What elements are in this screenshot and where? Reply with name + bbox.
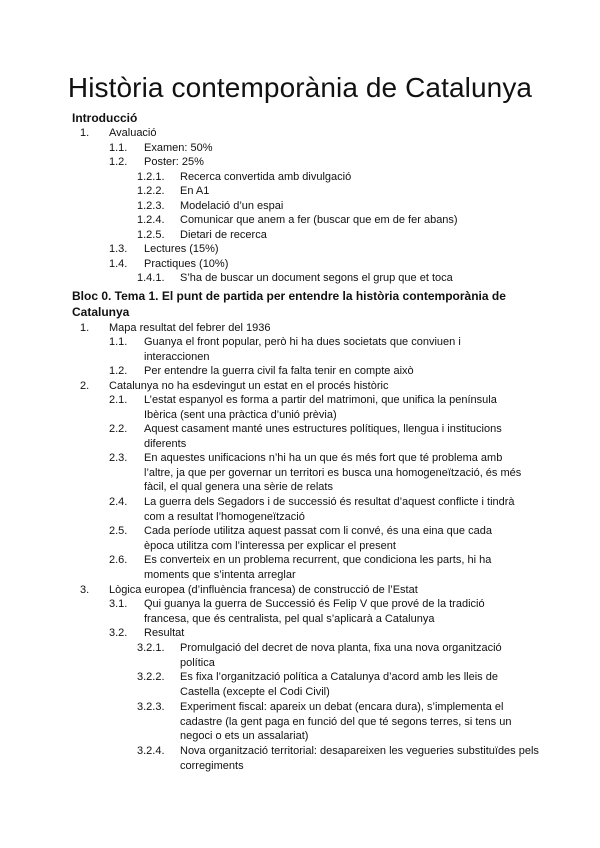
list-number: 1.2.: [109, 365, 128, 377]
list-number: 2.5.: [109, 525, 128, 537]
list-text: Es fixa l’organització política a Catalunya d’acord amb les lleis de Castella (excepte el Codi Civil): [180, 671, 498, 698]
list-text: En aquestes unificacions n’hi ha un que és més fort que té problema amb l’altre, ja que per governar un territori es busca una homogeneïtzació, és més fàcil, el qual genera una sèrie de relats: [144, 452, 522, 493]
list-number: 3.1.: [109, 598, 128, 610]
list-number: 1.2.4.: [137, 214, 165, 226]
list-text: En A1: [180, 185, 210, 197]
list-text: Comunicar que anem a fer (buscar que em de fer abans): [180, 214, 458, 226]
list-number: 2.3.: [109, 452, 128, 464]
list-text: Promulgació del decret de nova planta, fixa una nova organització política: [180, 642, 502, 669]
list-text: Experiment fiscal: apareix un debat (encara dura), s’implementa el cadastre (la gent paga en funció del que té segons terres, si tens un negoci o ets un assalariat): [180, 701, 512, 742]
list-text: Qui guanya la guerra de Successió és Felip V que prové de la tradició francesa, que és centralista, pel qual s’aplicarà a Catalunya: [144, 598, 485, 625]
list-text: Aquest casament manté unes estructures polítiques, llengua i institucions diferents: [144, 423, 502, 450]
list-text: Guanya el front popular, però hi ha dues societats que conviuen i interaccionen: [144, 336, 461, 363]
list-text: Avaluació: [109, 127, 157, 139]
list-number: 3.: [80, 584, 90, 596]
page-title: Història contemporània de Catalunya: [67, 72, 533, 103]
section-heading-line: Bloc 0. Tema 1. El punt de partida per entendre la història contemporània de: [72, 289, 506, 303]
list-number: 2.2.: [109, 423, 128, 435]
list-number: 3.2.3.: [137, 701, 165, 713]
list-text: Examen: 50%: [144, 142, 213, 154]
list-text: La guerra dels Segadors i de successió és resultat d’aquest conflicte i tindrà com a resultat l’homogeneïtzació: [144, 496, 515, 523]
list-number: 1.2.3.: [137, 200, 165, 212]
list-number: 2.1.: [109, 394, 128, 406]
list-number: 3.2.2.: [137, 671, 165, 683]
list-number: 1.: [80, 127, 90, 139]
list-text: Es converteix en un problema recurrent, que condiciona les parts, hi ha moments que s’intenta arreglar: [144, 554, 492, 581]
list-number: 1.3.: [109, 243, 128, 255]
list-number: 1.1.: [109, 142, 128, 154]
list-text: Catalunya no ha esdevingut un estat en el procés històric: [109, 380, 389, 392]
list-text: S’ha de buscar un document segons el grup que et toca: [180, 272, 453, 284]
list-number: 3.2.: [109, 627, 128, 639]
list-number: 1.4.1.: [137, 272, 165, 284]
list-text: Dietari de recerca: [180, 229, 267, 241]
list-text: Recerca convertida amb divulgació: [180, 171, 352, 183]
list-number: 1.1.: [109, 336, 128, 348]
list-number: 2.: [80, 380, 90, 392]
list-number: 1.: [80, 322, 90, 334]
list-number: 2.4.: [109, 496, 128, 508]
list-text: Lògica europea (d’influència francesa) de construcció de l’Estat: [109, 584, 418, 596]
list-number: 3.2.1.: [137, 642, 165, 654]
section-heading-line: Catalunya: [72, 305, 130, 319]
section-heading-introduccio: Introducció: [72, 111, 138, 125]
list-number: 1.2.: [109, 156, 128, 168]
list-text: Modelació d’un espai: [180, 200, 284, 212]
list-number: 3.2.4.: [137, 745, 165, 757]
list-text: Mapa resultat del febrer del 1936: [109, 322, 271, 334]
list-number: 1.2.1.: [137, 171, 165, 183]
section-heading-bloc0: [72, 288, 542, 320]
list-number: 1.2.5.: [137, 229, 165, 241]
list-text: Poster: 25%: [144, 156, 204, 168]
list-text: L’estat espanyol es forma a partir del matrimoni, que unifica la península Ibèrica (sent una pràctica d’unió prèvia): [144, 394, 497, 421]
list-number: 1.4.: [109, 258, 128, 270]
list-text: Resultat: [144, 627, 185, 639]
list-number: 1.2.2.: [137, 185, 165, 197]
list-text: Nova organització territorial: desapareixen les vegueries substituïdes pels corregiments: [180, 745, 539, 772]
list-text: Per entendre la guerra civil fa falta tenir en compte això: [144, 365, 414, 377]
list-number: 2.6.: [109, 554, 128, 566]
list-text: Cada període utilitza aquest passat com li convé, és una eina que cada època utilitza com l’interessa per explicar el present: [144, 525, 492, 552]
list-text: Practiques (10%): [144, 258, 229, 270]
list-text: Lectures (15%): [144, 243, 219, 255]
